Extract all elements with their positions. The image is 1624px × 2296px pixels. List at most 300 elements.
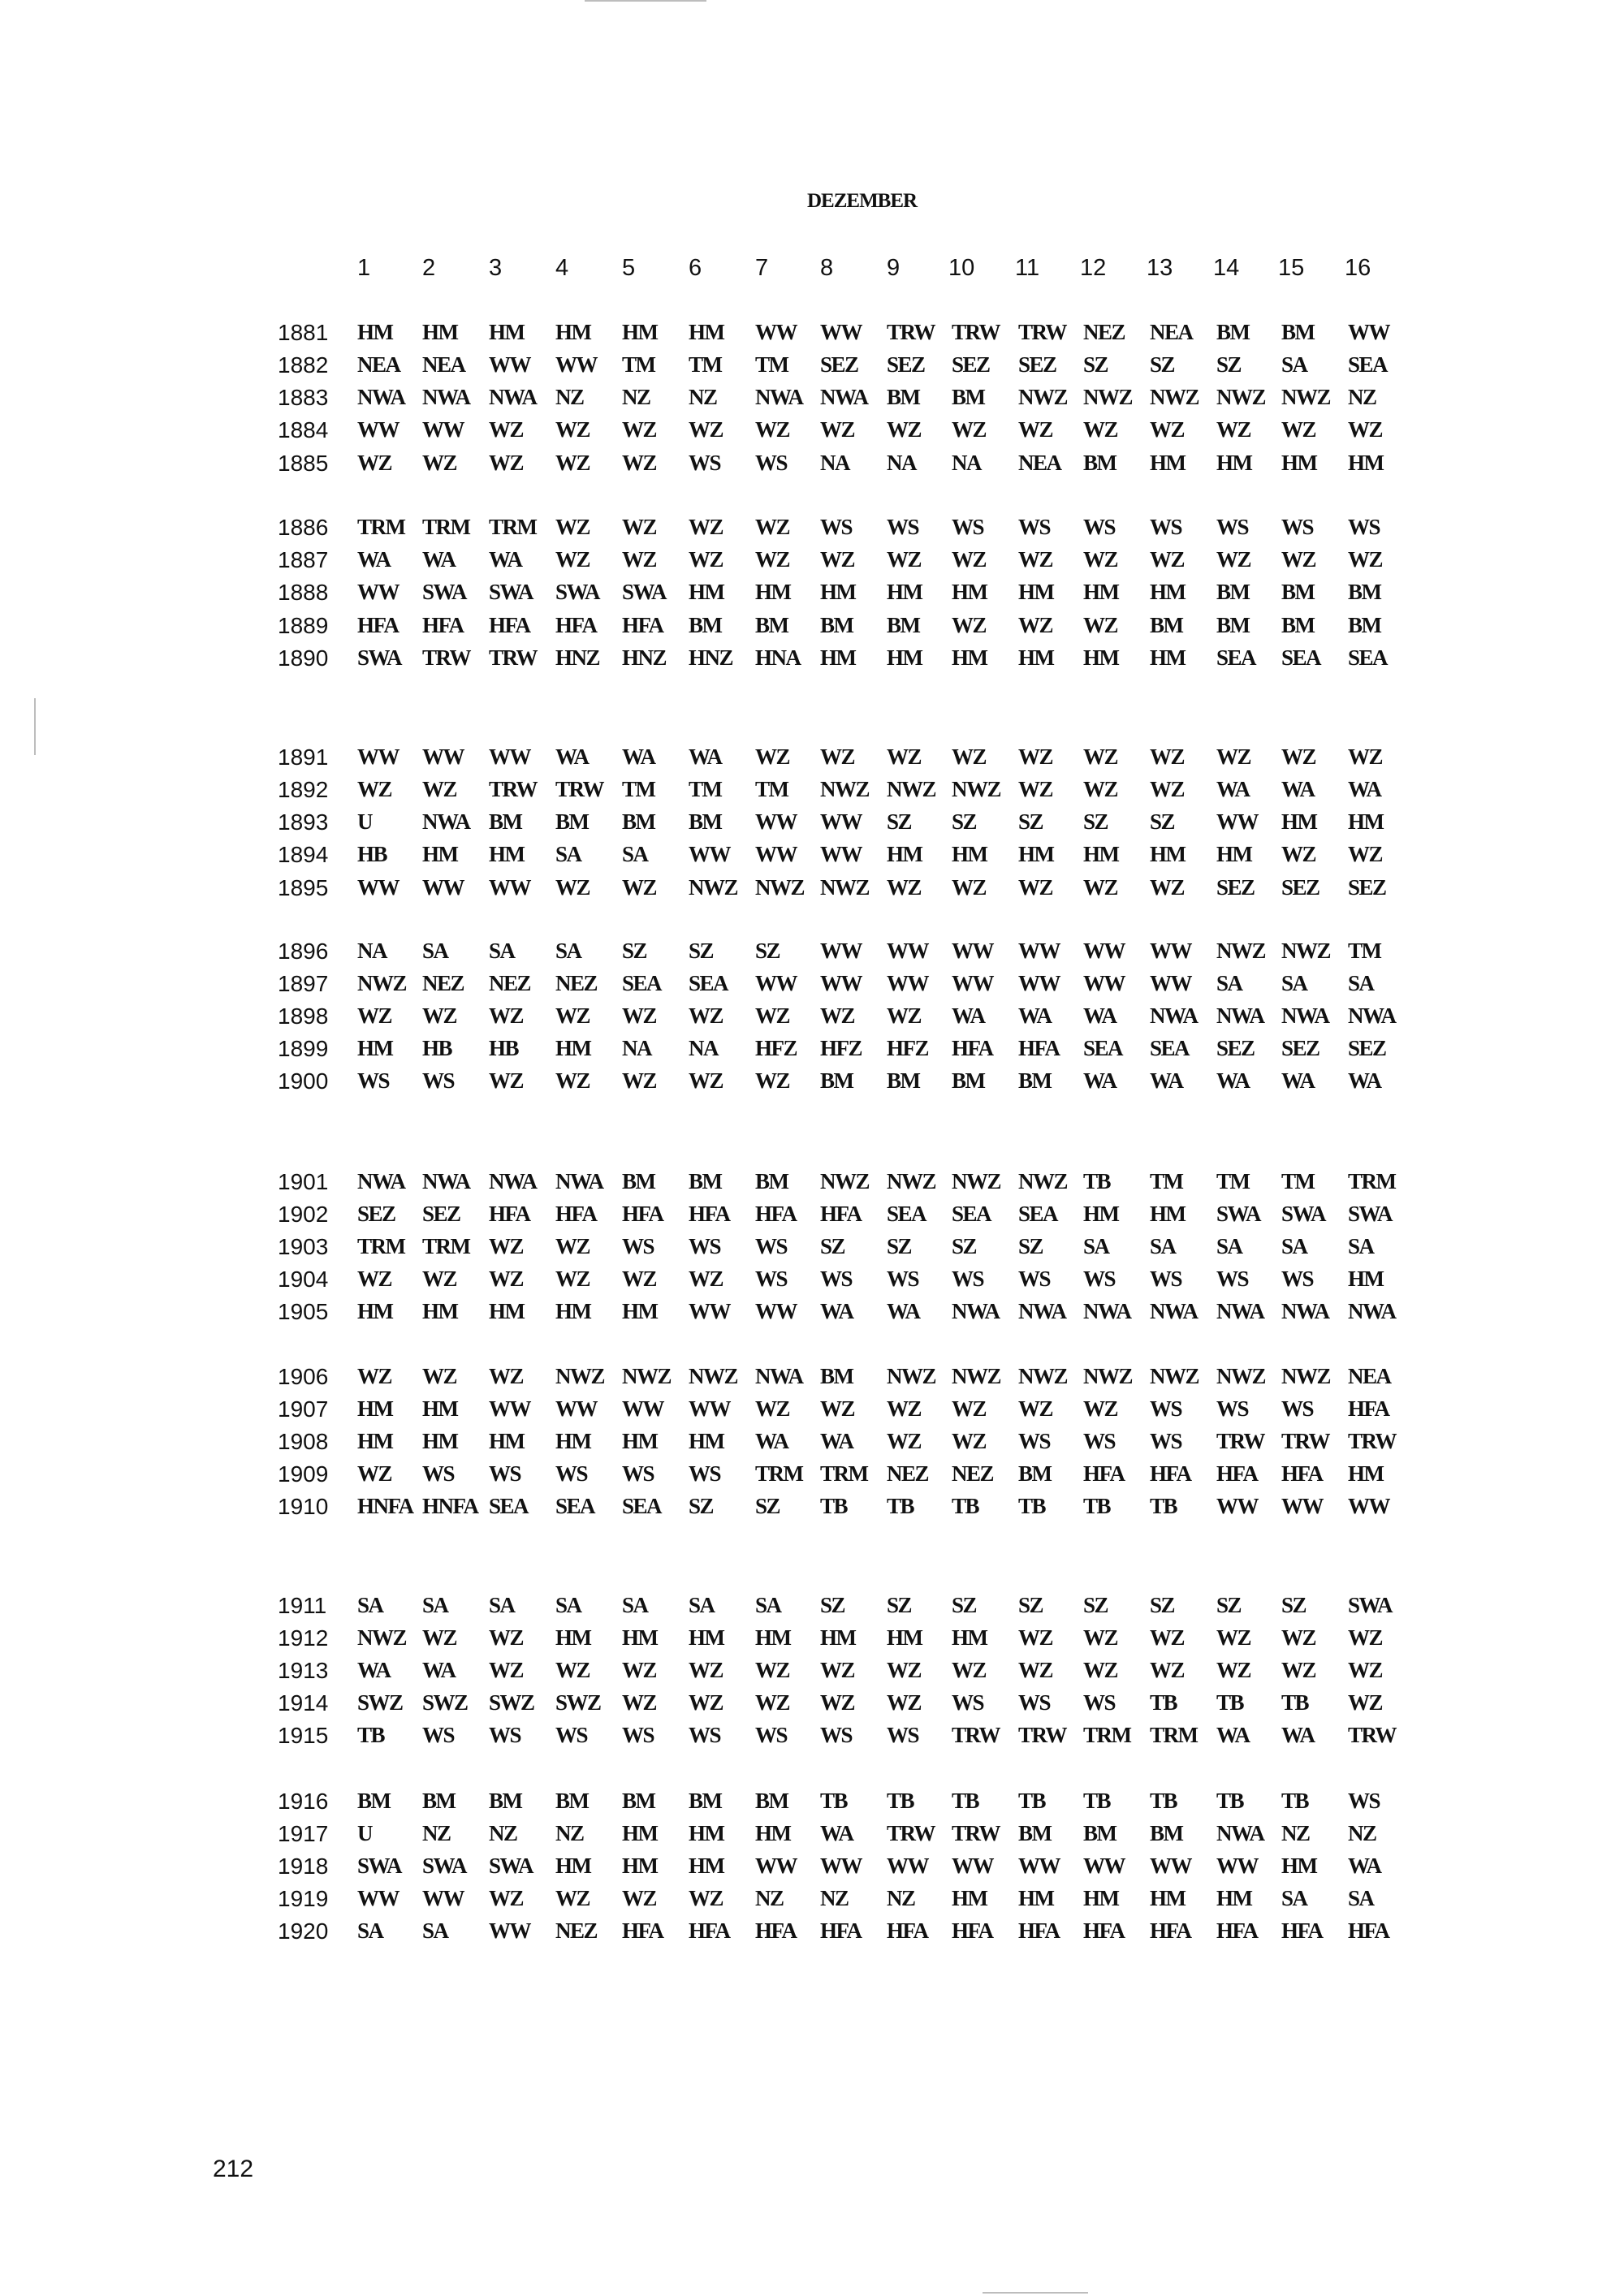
weather-code-cell: WW <box>1150 939 1191 963</box>
weather-code-cell: TB <box>1150 1494 1177 1518</box>
day-header-14: 14 <box>1213 255 1240 281</box>
weather-code-cell: NEZ <box>887 1461 929 1486</box>
scan-artifact-bottom <box>983 2292 1088 2294</box>
weather-code-cell: NEA <box>422 352 465 377</box>
weather-code-cell: TRW <box>422 645 471 670</box>
weather-code-cell: BM <box>422 1789 456 1813</box>
weather-code-cell: WW <box>887 971 928 995</box>
weather-code-cell: NWZ <box>1018 385 1068 409</box>
weather-code-cell: TM <box>622 777 655 801</box>
weather-code-cell: SZ <box>1216 352 1242 377</box>
weather-code-cell: HFA <box>820 1202 862 1226</box>
weather-code-cell: HM <box>555 320 591 344</box>
weather-code-cell: NWZ <box>1281 1364 1331 1388</box>
weather-code-cell: WW <box>489 1396 530 1421</box>
weather-code-cell: NEA <box>357 352 400 377</box>
weather-code-cell: WW <box>755 320 797 344</box>
weather-code-cell: SA <box>1348 971 1374 995</box>
weather-code-cell: WW <box>489 875 530 900</box>
year-label: 1909 <box>278 1461 329 1487</box>
weather-code-cell: HM <box>1216 1886 1252 1910</box>
weather-code-cell: TB <box>1150 1789 1177 1813</box>
weather-code-cell: NWA <box>1083 1299 1131 1323</box>
table-row <box>0 842 1624 871</box>
weather-code-cell: WZ <box>1083 1658 1118 1682</box>
weather-code-cell: SEZ <box>820 352 858 377</box>
weather-code-cell: WA <box>1216 1723 1250 1747</box>
weather-code-cell: HM <box>887 580 922 604</box>
weather-code-cell: WZ <box>422 1003 457 1028</box>
weather-code-cell: HM <box>1018 842 1054 866</box>
weather-code-cell: BM <box>622 1169 655 1193</box>
weather-code-cell: BM <box>622 1789 655 1813</box>
weather-code-cell: TRM <box>1150 1723 1198 1747</box>
weather-code-cell: SA <box>1216 971 1242 995</box>
year-label: 1907 <box>278 1396 329 1422</box>
weather-code-cell: WW <box>357 744 399 769</box>
weather-code-cell: SEZ <box>1348 1036 1386 1060</box>
weather-code-cell: NWZ <box>1083 385 1133 409</box>
weather-code-cell: NWA <box>1018 1299 1066 1323</box>
weather-code-cell: NZ <box>555 1821 584 1845</box>
weather-code-cell: SZ <box>1083 809 1108 834</box>
day-header-11: 11 <box>1015 255 1040 281</box>
weather-code-cell: WS <box>1150 1429 1182 1453</box>
weather-code-cell: NWA <box>1281 1003 1329 1028</box>
weather-code-cell: SZ <box>887 1593 912 1617</box>
weather-code-cell: WZ <box>887 744 922 769</box>
weather-code-cell: WA <box>755 1429 788 1453</box>
weather-code-cell: WZ <box>1018 875 1053 900</box>
year-label: 1912 <box>278 1625 329 1651</box>
weather-code-cell: BM <box>1281 613 1315 637</box>
weather-code-cell: HM <box>952 1886 987 1910</box>
weather-code-cell: WW <box>1348 320 1389 344</box>
year-label: 1908 <box>278 1429 329 1454</box>
weather-code-cell: HFA <box>357 613 399 637</box>
weather-code-cell: SEA <box>555 1494 595 1518</box>
weather-code-cell: NWA <box>1281 1299 1329 1323</box>
weather-code-cell: WS <box>689 1461 721 1486</box>
weather-code-cell: BM <box>489 809 522 834</box>
year-label: 1894 <box>278 842 329 867</box>
weather-code-cell: U <box>357 809 372 834</box>
weather-code-cell: WA <box>1083 1003 1116 1028</box>
weather-code-cell: WZ <box>820 744 855 769</box>
weather-code-cell: WA <box>422 547 456 572</box>
weather-code-cell: WZ <box>755 1068 790 1093</box>
weather-code-cell: WZ <box>1216 417 1251 442</box>
weather-code-cell: WA <box>1018 1003 1052 1028</box>
table-row <box>0 1690 1624 1720</box>
weather-code-cell: TRW <box>489 777 538 801</box>
weather-code-cell: WZ <box>1018 1625 1053 1650</box>
weather-code-cell: HB <box>489 1036 519 1060</box>
weather-code-cell: NZ <box>555 385 584 409</box>
weather-code-cell: TRM <box>422 515 470 539</box>
weather-code-cell: TB <box>1216 1789 1244 1813</box>
weather-code-cell: TRM <box>489 515 537 539</box>
weather-code-cell: SA <box>555 842 581 866</box>
weather-code-cell: WZ <box>1281 547 1316 572</box>
weather-code-cell: SEA <box>952 1202 991 1226</box>
weather-code-cell: HM <box>1150 1202 1186 1226</box>
weather-code-cell: WZ <box>1150 875 1185 900</box>
weather-code-cell: SZ <box>1150 352 1175 377</box>
day-header-10: 10 <box>948 255 975 281</box>
weather-code-cell: WS <box>622 1234 654 1258</box>
weather-code-cell: SA <box>1281 1886 1307 1910</box>
weather-code-cell: WZ <box>489 1364 524 1388</box>
weather-code-cell: WW <box>689 1396 730 1421</box>
weather-code-cell: SZ <box>1150 809 1175 834</box>
weather-code-cell: HM <box>689 1429 724 1453</box>
weather-code-cell: WS <box>1018 1267 1051 1291</box>
table-row <box>0 971 1624 1000</box>
weather-code-cell: NEZ <box>952 1461 994 1486</box>
weather-code-cell: HFA <box>1150 1918 1191 1943</box>
weather-code-cell: SZ <box>1150 1593 1175 1617</box>
weather-code-cell: SZ <box>689 1494 714 1518</box>
weather-code-cell: HFZ <box>887 1036 929 1060</box>
weather-code-cell: WS <box>689 451 721 475</box>
table-row <box>0 645 1624 675</box>
weather-code-cell: BM <box>689 1789 722 1813</box>
weather-code-cell: WZ <box>555 1234 590 1258</box>
table-row <box>0 1723 1624 1752</box>
weather-code-cell: NA <box>622 1036 651 1060</box>
weather-code-cell: WZ <box>1083 547 1118 572</box>
weather-code-cell: NWA <box>952 1299 1000 1323</box>
weather-code-cell: HM <box>622 1429 658 1453</box>
weather-code-cell: BM <box>755 1169 788 1193</box>
weather-code-cell: SZ <box>1216 1593 1242 1617</box>
weather-code-cell: BM <box>952 1068 985 1093</box>
weather-code-cell: SZ <box>1083 352 1108 377</box>
weather-code-cell: TM <box>689 352 722 377</box>
weather-code-cell: WZ <box>689 1690 723 1715</box>
weather-code-cell: WW <box>689 842 730 866</box>
weather-code-cell: HM <box>1348 1461 1384 1486</box>
weather-code-cell: WW <box>489 352 530 377</box>
weather-code-cell: NZ <box>820 1886 849 1910</box>
day-header-3: 3 <box>489 255 503 281</box>
weather-code-cell: NWA <box>422 1169 470 1193</box>
table-row <box>0 1821 1624 1850</box>
weather-code-cell: TB <box>1083 1169 1111 1193</box>
weather-code-cell: HM <box>422 320 458 344</box>
year-label: 1916 <box>278 1789 329 1814</box>
weather-code-cell: WZ <box>1018 547 1053 572</box>
weather-code-cell: WZ <box>555 547 590 572</box>
weather-code-cell: WZ <box>357 1003 392 1028</box>
weather-code-cell: BM <box>887 1068 920 1093</box>
weather-code-cell: NWZ <box>887 777 936 801</box>
weather-code-cell: BM <box>820 613 853 637</box>
weather-code-cell: WA <box>689 744 722 769</box>
weather-code-cell: WS <box>1150 1267 1182 1291</box>
weather-code-cell: WW <box>820 939 862 963</box>
weather-code-cell: WZ <box>755 1690 790 1715</box>
table-row <box>0 1068 1624 1098</box>
weather-code-cell: WZ <box>1150 744 1185 769</box>
weather-code-cell: HM <box>357 1036 393 1060</box>
table-row <box>0 1299 1624 1328</box>
weather-code-cell: SA <box>1348 1886 1374 1910</box>
weather-code-cell: WZ <box>820 1003 855 1028</box>
weather-code-cell: SWA <box>1348 1202 1393 1226</box>
weather-code-cell: WZ <box>555 1068 590 1093</box>
weather-code-cell: WW <box>555 1396 597 1421</box>
year-label: 1905 <box>278 1299 329 1324</box>
weather-code-cell: WS <box>887 1267 919 1291</box>
weather-code-cell: HM <box>555 1625 591 1650</box>
weather-code-cell: SA <box>489 939 515 963</box>
weather-code-cell: WZ <box>887 547 922 572</box>
weather-code-cell: HM <box>689 580 724 604</box>
weather-code-cell: WA <box>887 1299 920 1323</box>
day-header-5: 5 <box>622 255 636 281</box>
weather-code-cell: SZ <box>1281 1593 1307 1617</box>
weather-code-cell: HFA <box>689 1202 730 1226</box>
weather-code-cell: WZ <box>622 1690 657 1715</box>
table-row <box>0 939 1624 968</box>
weather-code-cell: SZ <box>820 1234 845 1258</box>
year-label: 1895 <box>278 875 329 900</box>
weather-code-cell: HFA <box>1216 1461 1258 1486</box>
weather-code-cell: WW <box>952 1854 993 1878</box>
weather-code-cell: NWZ <box>1018 1169 1068 1193</box>
weather-code-cell: HM <box>952 1625 987 1650</box>
year-label: 1915 <box>278 1723 329 1748</box>
weather-code-cell: WZ <box>1150 547 1185 572</box>
weather-code-cell: WZ <box>952 1396 987 1421</box>
weather-code-cell: HFA <box>1348 1396 1389 1421</box>
weather-code-cell: TRW <box>887 1821 935 1845</box>
weather-code-cell: WW <box>755 809 797 834</box>
weather-code-cell: TB <box>1216 1690 1244 1715</box>
weather-code-cell: HM <box>1281 451 1317 475</box>
weather-code-cell: SZ <box>755 939 780 963</box>
weather-code-cell: TRW <box>952 1821 1000 1845</box>
weather-code-cell: WA <box>820 1299 853 1323</box>
weather-code-cell: NWZ <box>1150 1364 1199 1388</box>
weather-code-cell: WW <box>422 875 464 900</box>
weather-code-cell: WZ <box>422 1267 457 1291</box>
weather-code-cell: WS <box>555 1461 588 1486</box>
weather-code-cell: WS <box>1018 1429 1051 1453</box>
weather-code-cell: HM <box>622 1854 658 1878</box>
weather-code-cell: NWZ <box>357 1625 407 1650</box>
weather-code-cell: WS <box>952 515 984 539</box>
weather-code-cell: NZ <box>689 385 717 409</box>
weather-code-cell: TB <box>1018 1494 1046 1518</box>
weather-code-cell: NZ <box>1348 385 1376 409</box>
weather-code-cell: HM <box>1216 451 1252 475</box>
weather-code-cell: WW <box>820 971 862 995</box>
weather-code-cell: SZ <box>1018 1593 1043 1617</box>
weather-code-cell: SA <box>422 1593 448 1617</box>
weather-code-cell: NWZ <box>1216 939 1266 963</box>
weather-code-cell: BM <box>1083 1821 1116 1845</box>
weather-code-cell: WZ <box>820 1396 855 1421</box>
weather-code-cell: HM <box>820 1625 856 1650</box>
weather-code-cell: BM <box>755 613 788 637</box>
weather-code-cell: WZ <box>1281 1658 1316 1682</box>
weather-code-cell: WA <box>820 1429 853 1453</box>
weather-code-cell: WA <box>357 547 391 572</box>
weather-code-cell: WZ <box>555 1267 590 1291</box>
weather-code-cell: TRW <box>1216 1429 1265 1453</box>
weather-code-cell: HM <box>1150 1886 1186 1910</box>
year-label: 1910 <box>278 1494 329 1519</box>
weather-code-cell: WS <box>689 1234 721 1258</box>
weather-code-cell: WS <box>1281 515 1314 539</box>
weather-code-cell: TM <box>1348 939 1381 963</box>
weather-code-cell: WZ <box>887 1690 922 1715</box>
weather-code-cell: NWZ <box>952 1169 1001 1193</box>
weather-code-cell: WZ <box>622 547 657 572</box>
weather-code-cell: NWA <box>1216 1299 1264 1323</box>
weather-code-cell: BM <box>887 613 920 637</box>
day-header-2: 2 <box>422 255 436 281</box>
weather-code-cell: WS <box>1018 1690 1051 1715</box>
weather-code-cell: HM <box>1083 645 1119 670</box>
weather-code-cell: WA <box>1348 777 1381 801</box>
weather-code-cell: HM <box>422 1429 458 1453</box>
weather-code-cell: SWA <box>1281 1202 1326 1226</box>
weather-code-cell: WA <box>622 744 655 769</box>
weather-code-cell: HM <box>622 320 658 344</box>
weather-code-cell: SZ <box>755 1494 780 1518</box>
weather-code-cell: WA <box>422 1658 456 1682</box>
weather-code-cell: WW <box>1150 971 1191 995</box>
weather-code-cell: HM <box>622 1299 658 1323</box>
weather-code-cell: BM <box>555 809 589 834</box>
year-label: 1898 <box>278 1003 329 1029</box>
weather-code-cell: WW <box>820 809 862 834</box>
weather-code-cell: WZ <box>1150 1658 1185 1682</box>
weather-code-cell: HM <box>952 580 987 604</box>
weather-code-cell: NWA <box>489 385 537 409</box>
weather-code-cell: WW <box>1083 971 1125 995</box>
weather-code-cell: HM <box>952 645 987 670</box>
weather-code-cell: TB <box>820 1789 848 1813</box>
weather-code-cell: WZ <box>689 1886 723 1910</box>
weather-code-cell: WZ <box>820 417 855 442</box>
weather-code-cell: HM <box>555 1429 591 1453</box>
weather-code-cell: NWA <box>422 809 470 834</box>
weather-code-cell: HM <box>1281 1854 1317 1878</box>
weather-code-cell: WZ <box>689 547 723 572</box>
weather-code-cell: TRW <box>1281 1429 1330 1453</box>
table-row <box>0 1234 1624 1263</box>
weather-code-cell: WW <box>755 1854 797 1878</box>
weather-code-cell: TB <box>1083 1494 1111 1518</box>
weather-code-cell: NEZ <box>555 971 598 995</box>
weather-code-cell: BM <box>1281 320 1315 344</box>
weather-code-cell: NWZ <box>622 1364 672 1388</box>
weather-code-cell: BM <box>689 1169 722 1193</box>
day-header-1: 1 <box>357 255 371 281</box>
weather-code-cell: WS <box>555 1723 588 1747</box>
table-row <box>0 515 1624 544</box>
scan-artifact-left <box>34 698 36 755</box>
weather-code-cell: TRW <box>489 645 538 670</box>
weather-code-cell: HM <box>555 1854 591 1878</box>
weather-code-cell: WS <box>887 1723 919 1747</box>
weather-code-cell: WZ <box>489 1234 524 1258</box>
weather-code-cell: WZ <box>1018 1396 1053 1421</box>
weather-code-cell: HM <box>755 1625 791 1650</box>
weather-code-cell: HFA <box>755 1918 797 1943</box>
weather-code-cell: HFA <box>622 613 663 637</box>
weather-code-cell: TB <box>357 1723 385 1747</box>
weather-code-cell: WZ <box>689 515 723 539</box>
weather-code-cell: HM <box>689 1854 724 1878</box>
weather-code-cell: SA <box>357 1918 383 1943</box>
weather-code-cell: WZ <box>357 451 392 475</box>
table-row <box>0 1593 1624 1622</box>
weather-code-cell: WW <box>1216 1494 1258 1518</box>
weather-code-cell: SEA <box>887 1202 926 1226</box>
weather-code-cell: SWA <box>422 580 467 604</box>
weather-code-cell: TM <box>755 777 788 801</box>
weather-code-cell: WS <box>820 515 853 539</box>
weather-code-cell: NWA <box>555 1169 603 1193</box>
weather-code-cell: WZ <box>555 417 590 442</box>
weather-code-cell: WW <box>1150 1854 1191 1878</box>
weather-code-cell: HM <box>357 1299 393 1323</box>
day-header-9: 9 <box>887 255 901 281</box>
weather-code-cell: SEZ <box>1216 1036 1255 1060</box>
weather-code-cell: HM <box>1018 1886 1054 1910</box>
weather-code-cell: HM <box>555 1299 591 1323</box>
table-row <box>0 1658 1624 1687</box>
weather-code-cell: HM <box>622 1625 658 1650</box>
weather-code-cell: WA <box>1281 1068 1315 1093</box>
year-label: 1882 <box>278 352 329 378</box>
weather-code-cell: WS <box>820 1723 853 1747</box>
weather-code-cell: HM <box>820 645 856 670</box>
weather-code-cell: SWA <box>555 580 600 604</box>
weather-code-cell: WZ <box>622 1003 657 1028</box>
table-row <box>0 1625 1624 1655</box>
table-row <box>0 1003 1624 1033</box>
weather-code-cell: NWZ <box>952 777 1001 801</box>
weather-code-cell: WW <box>755 971 797 995</box>
weather-code-cell: SEA <box>1348 352 1388 377</box>
weather-code-cell: HM <box>1150 842 1186 866</box>
weather-code-cell: WS <box>755 1267 788 1291</box>
weather-code-cell: WZ <box>489 1886 524 1910</box>
year-label: 1881 <box>278 320 329 345</box>
year-label: 1887 <box>278 547 329 572</box>
weather-code-cell: WW <box>952 939 993 963</box>
weather-code-cell: NWA <box>755 385 803 409</box>
weather-code-cell: SZ <box>952 1234 977 1258</box>
day-header-13: 13 <box>1147 255 1173 281</box>
weather-code-cell: SZ <box>887 1234 912 1258</box>
year-label: 1889 <box>278 613 329 638</box>
weather-code-cell: WZ <box>1348 1658 1383 1682</box>
table-row <box>0 1396 1624 1426</box>
year-label: 1885 <box>278 451 329 476</box>
weather-code-cell: HFZ <box>820 1036 862 1060</box>
weather-code-cell: WZ <box>689 1658 723 1682</box>
weather-code-cell: WZ <box>1018 417 1053 442</box>
weather-code-cell: HM <box>357 1429 393 1453</box>
